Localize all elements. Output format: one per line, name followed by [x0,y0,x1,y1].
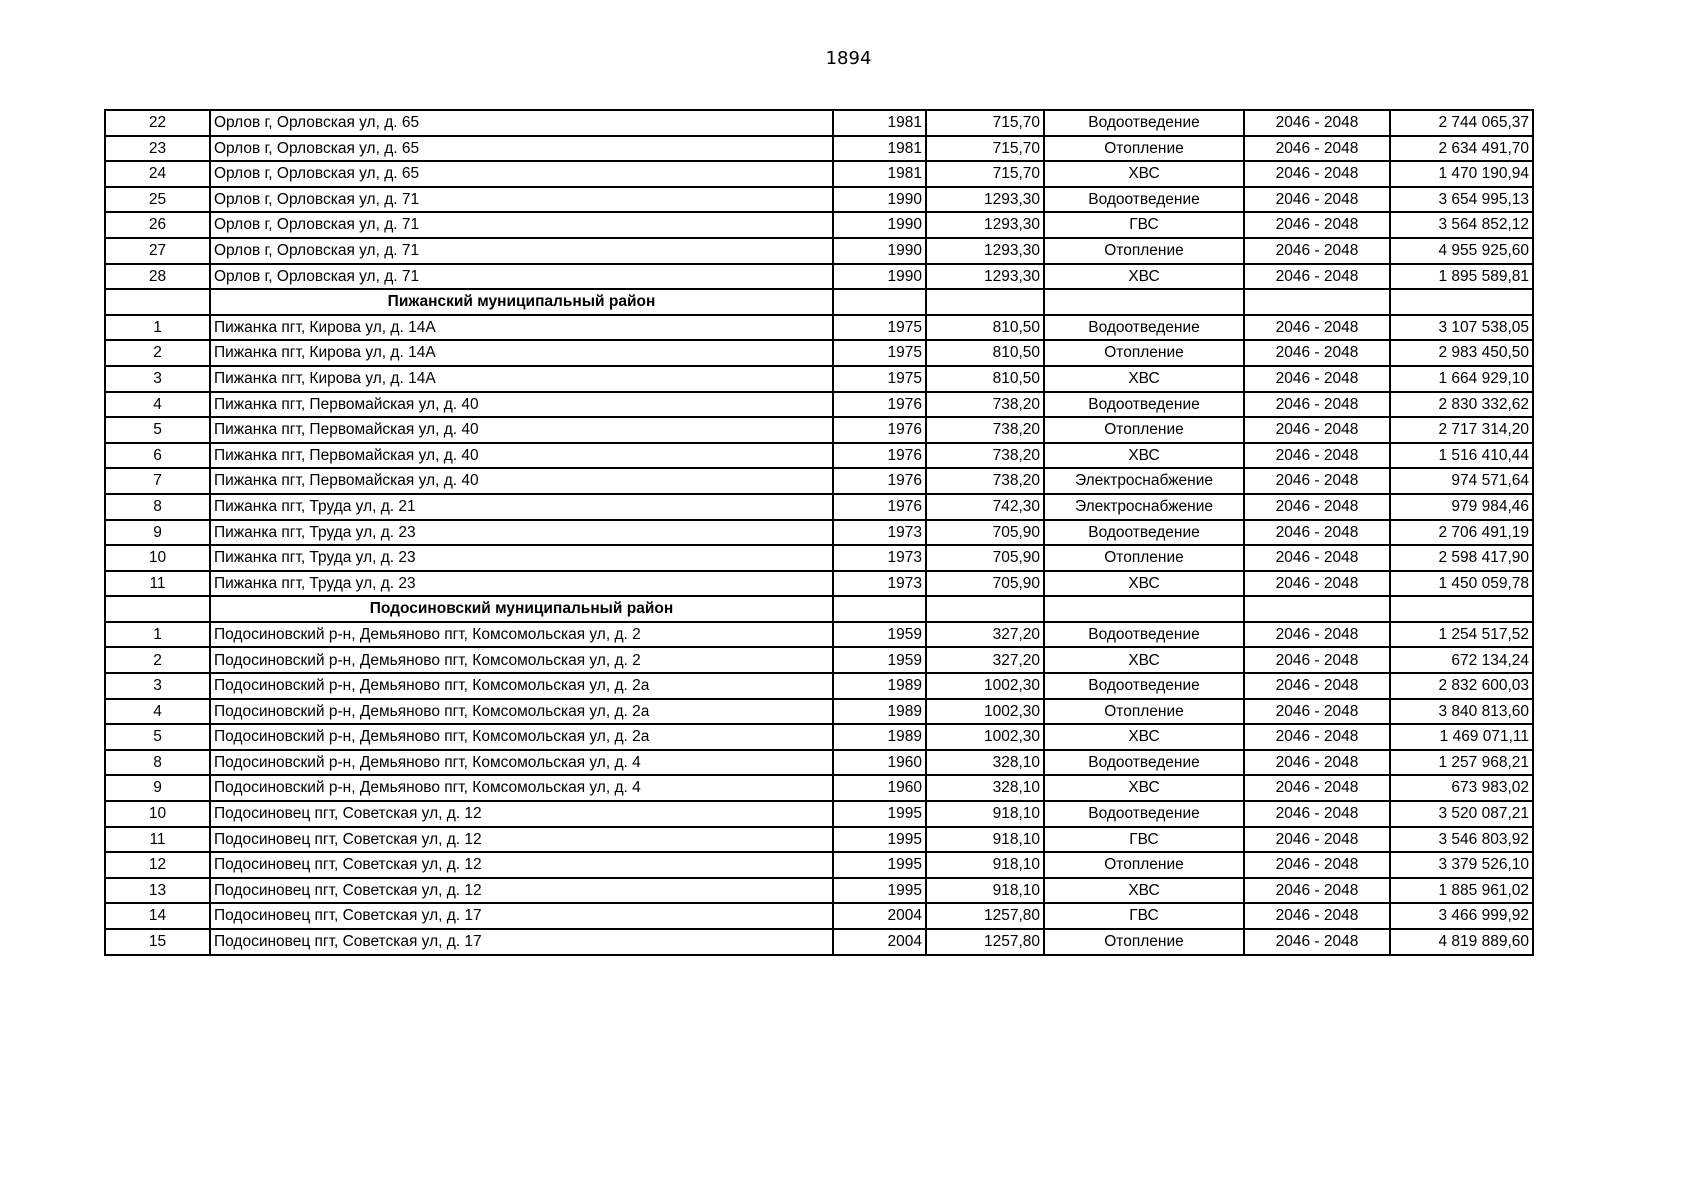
cost-cell: 1 895 589,81 [1390,264,1533,290]
year-built-cell: 2004 [833,903,926,929]
address-cell: Пижанка пгт, Труда ул, д. 21 [210,494,833,520]
area-cell: 1293,30 [926,238,1044,264]
repair-period-cell: 2046 - 2048 [1244,315,1390,341]
system-type-cell: Водоотведение [1044,520,1244,546]
address-cell: Орлов г, Орловская ул, д. 65 [210,161,833,187]
cost-cell: 979 984,46 [1390,494,1533,520]
empty-cell [105,596,210,622]
address-cell: Пижанка пгт, Труда ул, д. 23 [210,571,833,597]
row-number-cell: 8 [105,494,210,520]
year-built-cell: 1975 [833,315,926,341]
year-built-cell: 1995 [833,852,926,878]
system-type-cell: ХВС [1044,775,1244,801]
empty-cell [926,289,1044,315]
address-cell: Пижанка пгт, Первомайская ул, д. 40 [210,468,833,494]
system-type-cell: Водоотведение [1044,673,1244,699]
area-cell: 738,20 [926,392,1044,418]
repair-period-cell: 2046 - 2048 [1244,775,1390,801]
table-row [105,699,1533,725]
cost-cell: 1 257 968,21 [1390,750,1533,776]
table-row [105,264,1533,290]
row-number-cell: 3 [105,366,210,392]
cost-cell: 2 706 491,19 [1390,520,1533,546]
address-cell: Пижанка пгт, Кирова ул, д. 14А [210,340,833,366]
year-built-cell: 1990 [833,264,926,290]
address-cell: Пижанка пгт, Первомайская ул, д. 40 [210,443,833,469]
area-cell: 1002,30 [926,673,1044,699]
year-built-cell: 1960 [833,750,926,776]
area-cell: 1293,30 [926,264,1044,290]
district-title-cell: Подосиновский муниципальный район [210,596,833,622]
system-type-cell: Водоотведение [1044,315,1244,341]
table-row [105,724,1533,750]
repair-period-cell: 2046 - 2048 [1244,571,1390,597]
address-cell: Подосиновец пгт, Советская ул, д. 17 [210,903,833,929]
area-cell: 810,50 [926,366,1044,392]
system-type-cell: ХВС [1044,443,1244,469]
table-row [105,827,1533,853]
area-cell: 918,10 [926,878,1044,904]
repair-period-cell: 2046 - 2048 [1244,238,1390,264]
cost-cell: 4 819 889,60 [1390,929,1533,955]
area-cell: 328,10 [926,775,1044,801]
empty-cell [1244,596,1390,622]
year-built-cell: 1959 [833,622,926,648]
row-number-cell: 27 [105,238,210,264]
table-row [105,187,1533,213]
table-row [105,392,1533,418]
table-row [105,775,1533,801]
address-cell: Подосиновец пгт, Советская ул, д. 12 [210,852,833,878]
row-number-cell: 4 [105,392,210,418]
address-cell: Пижанка пгт, Первомайская ул, д. 40 [210,392,833,418]
system-type-cell: ХВС [1044,724,1244,750]
repair-period-cell: 2046 - 2048 [1244,903,1390,929]
system-type-cell: Отопление [1044,136,1244,162]
repair-period-cell: 2046 - 2048 [1244,494,1390,520]
system-type-cell: Отопление [1044,417,1244,443]
empty-cell [1244,289,1390,315]
row-number-cell: 13 [105,878,210,904]
repair-period-cell: 2046 - 2048 [1244,520,1390,546]
repair-period-cell: 2046 - 2048 [1244,187,1390,213]
area-cell: 715,70 [926,161,1044,187]
table-row [105,673,1533,699]
address-cell: Подосиновский р-н, Демьяново пгт, Комсомольская ул, д. 2 [210,622,833,648]
area-cell: 738,20 [926,417,1044,443]
cost-cell: 1 516 410,44 [1390,443,1533,469]
year-built-cell: 1995 [833,827,926,853]
system-type-cell: ХВС [1044,878,1244,904]
repair-period-cell: 2046 - 2048 [1244,801,1390,827]
table-row [105,161,1533,187]
row-number-cell: 11 [105,827,210,853]
empty-cell [1044,289,1244,315]
table-row [105,315,1533,341]
year-built-cell: 1990 [833,187,926,213]
table-row [105,801,1533,827]
row-number-cell: 8 [105,750,210,776]
system-type-cell: Отопление [1044,340,1244,366]
cost-cell: 4 955 925,60 [1390,238,1533,264]
cost-cell: 1 664 929,10 [1390,366,1533,392]
year-built-cell: 1990 [833,212,926,238]
row-number-cell: 7 [105,468,210,494]
row-number-cell: 9 [105,520,210,546]
address-cell: Подосиновский р-н, Демьяново пгт, Комсомольская ул, д. 2а [210,699,833,725]
empty-cell [1390,289,1533,315]
table-row [105,340,1533,366]
address-cell: Подосиновский р-н, Демьяново пгт, Комсомольская ул, д. 2 [210,647,833,673]
empty-cell [1390,596,1533,622]
row-number-cell: 12 [105,852,210,878]
area-cell: 918,10 [926,801,1044,827]
row-number-cell: 2 [105,647,210,673]
cost-cell: 3 379 526,10 [1390,852,1533,878]
table-row [105,878,1533,904]
year-built-cell: 1989 [833,699,926,725]
year-built-cell: 1981 [833,110,926,136]
system-type-cell: Отопление [1044,238,1244,264]
year-built-cell: 1981 [833,161,926,187]
row-number-cell: 14 [105,903,210,929]
row-number-cell: 24 [105,161,210,187]
table-row [105,929,1533,955]
cost-cell: 2 983 450,50 [1390,340,1533,366]
row-number-cell: 5 [105,417,210,443]
district-header-row [105,289,1533,315]
repair-period-cell: 2046 - 2048 [1244,852,1390,878]
system-type-cell: Электроснабжение [1044,494,1244,520]
address-cell: Орлов г, Орловская ул, д. 71 [210,238,833,264]
year-built-cell: 2004 [833,929,926,955]
empty-cell [833,596,926,622]
empty-cell [926,596,1044,622]
area-cell: 327,20 [926,622,1044,648]
address-cell: Пижанка пгт, Кирова ул, д. 14А [210,315,833,341]
table-row [105,571,1533,597]
year-built-cell: 1975 [833,340,926,366]
system-type-cell: ХВС [1044,161,1244,187]
table-row [105,494,1533,520]
row-number-cell: 1 [105,315,210,341]
table-row [105,647,1533,673]
system-type-cell: Отопление [1044,545,1244,571]
address-cell: Пижанка пгт, Труда ул, д. 23 [210,520,833,546]
table-row [105,622,1533,648]
cost-cell: 3 654 995,13 [1390,187,1533,213]
repair-period-cell: 2046 - 2048 [1244,724,1390,750]
system-type-cell: ХВС [1044,571,1244,597]
address-cell: Подосиновский р-н, Демьяново пгт, Комсомольская ул, д. 2а [210,724,833,750]
area-cell: 705,90 [926,520,1044,546]
row-number-cell: 6 [105,443,210,469]
year-built-cell: 1973 [833,545,926,571]
address-cell: Подосиновец пгт, Советская ул, д. 12 [210,878,833,904]
system-type-cell: Водоотведение [1044,187,1244,213]
repair-period-cell: 2046 - 2048 [1244,699,1390,725]
repair-period-cell: 2046 - 2048 [1244,264,1390,290]
area-cell: 1002,30 [926,699,1044,725]
cost-cell: 3 840 813,60 [1390,699,1533,725]
cost-cell: 1 469 071,11 [1390,724,1533,750]
cost-cell: 1 450 059,78 [1390,571,1533,597]
table-row [105,136,1533,162]
address-cell: Орлов г, Орловская ул, д. 71 [210,187,833,213]
year-built-cell: 1995 [833,801,926,827]
address-cell: Пижанка пгт, Кирова ул, д. 14А [210,366,833,392]
repair-period-cell: 2046 - 2048 [1244,673,1390,699]
row-number-cell: 10 [105,801,210,827]
repair-period-cell: 2046 - 2048 [1244,545,1390,571]
address-cell: Подосиновский р-н, Демьяново пгт, Комсомольская ул, д. 4 [210,775,833,801]
repair-period-cell: 2046 - 2048 [1244,417,1390,443]
table-row [105,443,1533,469]
row-number-cell: 9 [105,775,210,801]
row-number-cell: 2 [105,340,210,366]
address-cell: Орлов г, Орловская ул, д. 65 [210,136,833,162]
area-cell: 810,50 [926,340,1044,366]
system-type-cell: Водоотведение [1044,750,1244,776]
system-type-cell: ХВС [1044,647,1244,673]
area-cell: 705,90 [926,571,1044,597]
address-cell: Подосиновец пгт, Советская ул, д. 17 [210,929,833,955]
repair-period-cell: 2046 - 2048 [1244,392,1390,418]
cost-cell: 1 885 961,02 [1390,878,1533,904]
cost-cell: 3 564 852,12 [1390,212,1533,238]
area-cell: 810,50 [926,315,1044,341]
repair-period-cell: 2046 - 2048 [1244,878,1390,904]
year-built-cell: 1976 [833,468,926,494]
cost-cell: 2 598 417,90 [1390,545,1533,571]
address-cell: Пижанка пгт, Первомайская ул, д. 40 [210,417,833,443]
buildings-table [104,109,1534,956]
row-number-cell: 22 [105,110,210,136]
year-built-cell: 1981 [833,136,926,162]
cost-cell: 3 466 999,92 [1390,903,1533,929]
system-type-cell: ХВС [1044,366,1244,392]
area-cell: 738,20 [926,468,1044,494]
table-row [105,212,1533,238]
area-cell: 1002,30 [926,724,1044,750]
table-row [105,545,1533,571]
year-built-cell: 1959 [833,647,926,673]
cost-cell: 2 744 065,37 [1390,110,1533,136]
row-number-cell: 1 [105,622,210,648]
table-row [105,750,1533,776]
cost-cell: 974 571,64 [1390,468,1533,494]
area-cell: 918,10 [926,827,1044,853]
repair-period-cell: 2046 - 2048 [1244,929,1390,955]
area-cell: 1257,80 [926,929,1044,955]
district-title-cell: Пижанский муниципальный район [210,289,833,315]
empty-cell [1044,596,1244,622]
empty-cell [833,289,926,315]
system-type-cell: Отопление [1044,929,1244,955]
table-row [105,238,1533,264]
year-built-cell: 1973 [833,520,926,546]
system-type-cell: Отопление [1044,852,1244,878]
cost-cell: 1 254 517,52 [1390,622,1533,648]
cost-cell: 3 546 803,92 [1390,827,1533,853]
district-header-row [105,596,1533,622]
cost-cell: 2 634 491,70 [1390,136,1533,162]
table-row [105,468,1533,494]
area-cell: 705,90 [926,545,1044,571]
system-type-cell: Электроснабжение [1044,468,1244,494]
repair-period-cell: 2046 - 2048 [1244,827,1390,853]
table-row [105,417,1533,443]
table-row [105,520,1533,546]
repair-period-cell: 2046 - 2048 [1244,622,1390,648]
page-number: 1894 [825,48,872,69]
address-cell: Подосиновец пгт, Советская ул, д. 12 [210,801,833,827]
area-cell: 738,20 [926,443,1044,469]
area-cell: 742,30 [926,494,1044,520]
area-cell: 715,70 [926,136,1044,162]
system-type-cell: Водоотведение [1044,622,1244,648]
area-cell: 1257,80 [926,903,1044,929]
year-built-cell: 1976 [833,392,926,418]
area-cell: 918,10 [926,852,1044,878]
system-type-cell: ХВС [1044,264,1244,290]
year-built-cell: 1976 [833,443,926,469]
cost-cell: 3 107 538,05 [1390,315,1533,341]
year-built-cell: 1975 [833,366,926,392]
year-built-cell: 1973 [833,571,926,597]
row-number-cell: 11 [105,571,210,597]
area-cell: 715,70 [926,110,1044,136]
system-type-cell: Водоотведение [1044,110,1244,136]
year-built-cell: 1995 [833,878,926,904]
system-type-cell: Водоотведение [1044,392,1244,418]
row-number-cell: 10 [105,545,210,571]
row-number-cell: 28 [105,264,210,290]
table-row [105,903,1533,929]
system-type-cell: Отопление [1044,699,1244,725]
repair-period-cell: 2046 - 2048 [1244,212,1390,238]
table-body [105,110,1533,955]
repair-period-cell: 2046 - 2048 [1244,161,1390,187]
cost-cell: 3 520 087,21 [1390,801,1533,827]
address-cell: Подосиновец пгт, Советская ул, д. 12 [210,827,833,853]
table-row [105,366,1533,392]
system-type-cell: ГВС [1044,212,1244,238]
repair-period-cell: 2046 - 2048 [1244,443,1390,469]
cost-cell: 672 134,24 [1390,647,1533,673]
address-cell: Подосиновский р-н, Демьяново пгт, Комсомольская ул, д. 2а [210,673,833,699]
row-number-cell: 23 [105,136,210,162]
year-built-cell: 1989 [833,724,926,750]
cost-cell: 2 830 332,62 [1390,392,1533,418]
cost-cell: 673 983,02 [1390,775,1533,801]
area-cell: 1293,30 [926,187,1044,213]
repair-period-cell: 2046 - 2048 [1244,136,1390,162]
row-number-cell: 3 [105,673,210,699]
table-row [105,110,1533,136]
row-number-cell: 15 [105,929,210,955]
year-built-cell: 1960 [833,775,926,801]
repair-period-cell: 2046 - 2048 [1244,110,1390,136]
row-number-cell: 4 [105,699,210,725]
cost-cell: 1 470 190,94 [1390,161,1533,187]
row-number-cell: 25 [105,187,210,213]
address-cell: Подосиновский р-н, Демьяново пгт, Комсомольская ул, д. 4 [210,750,833,776]
address-cell: Орлов г, Орловская ул, д. 71 [210,264,833,290]
area-cell: 328,10 [926,750,1044,776]
system-type-cell: ГВС [1044,903,1244,929]
address-cell: Пижанка пгт, Труда ул, д. 23 [210,545,833,571]
year-built-cell: 1989 [833,673,926,699]
repair-period-cell: 2046 - 2048 [1244,750,1390,776]
year-built-cell: 1976 [833,417,926,443]
repair-period-cell: 2046 - 2048 [1244,468,1390,494]
system-type-cell: Водоотведение [1044,801,1244,827]
empty-cell [105,289,210,315]
repair-period-cell: 2046 - 2048 [1244,647,1390,673]
row-number-cell: 26 [105,212,210,238]
row-number-cell: 5 [105,724,210,750]
area-cell: 1293,30 [926,212,1044,238]
repair-period-cell: 2046 - 2048 [1244,366,1390,392]
system-type-cell: ГВС [1044,827,1244,853]
address-cell: Орлов г, Орловская ул, д. 71 [210,212,833,238]
area-cell: 327,20 [926,647,1044,673]
table-row [105,852,1533,878]
cost-cell: 2 717 314,20 [1390,417,1533,443]
year-built-cell: 1976 [833,494,926,520]
year-built-cell: 1990 [833,238,926,264]
address-cell: Орлов г, Орловская ул, д. 65 [210,110,833,136]
cost-cell: 2 832 600,03 [1390,673,1533,699]
repair-period-cell: 2046 - 2048 [1244,340,1390,366]
